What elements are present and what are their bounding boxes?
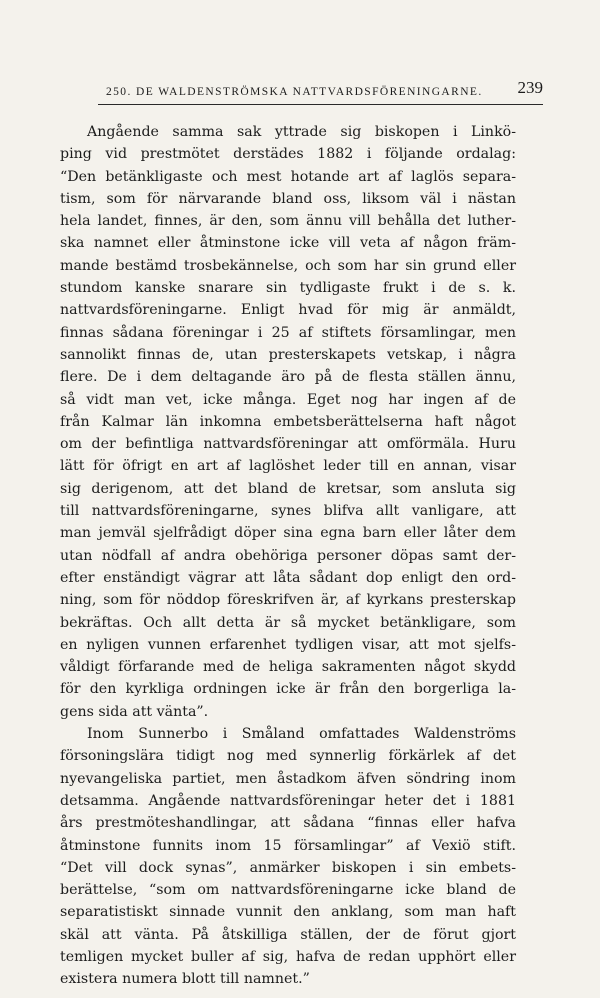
text-line: skäl att vänta. På åtskilliga ställen, der de förut gjort	[60, 926, 516, 943]
text-line: gens sida att vänta”.	[60, 703, 209, 720]
text-line: sig derigenom, att det bland de kretsar, som ansluta sig	[60, 480, 516, 497]
text-line: ping vid prestmötet derstädes 1882 i följande ordalag:	[60, 146, 516, 163]
body-text	[60, 121, 516, 991]
page-number: 239	[517, 78, 543, 97]
text-line: ska namnet eller åtminstone icke vill veta af någon främ-	[60, 235, 516, 252]
text-line: efter enständigt vägrar att låta sådant dop enligt den ord-	[60, 569, 516, 586]
text-line: från Kalmar län inkomna embetsberättelserna haft något	[60, 413, 516, 430]
text-line: för den kyrkliga ordningen icke är från den borgerliga la-	[60, 681, 516, 698]
text-line: temligen mycket buller af sig, hafva de redan upphört eller	[60, 948, 516, 965]
running-title: 250. DE WALDENSTRÖMSKA NATTVARDSFÖRENINGARNE.	[106, 86, 483, 98]
text-line: nattvardsföreningarne. Enligt hvad för mig är anmäldt,	[60, 302, 516, 319]
running-head	[98, 78, 543, 105]
text-line: ning, som för nöddop föreskrifven är, af kyrkans presterskap	[60, 592, 516, 609]
text-line: nyevangeliska partiet, men åstadkom äfven söndring inom	[60, 770, 516, 787]
text-line: bekräftas. Och allt detta är så mycket betänkligare, som	[60, 614, 516, 631]
text-line: Inom Sunnerbo i Småland omfattades Waldenströms	[87, 726, 516, 743]
text-line: åtminstone funnits inom 15 församlingar” af Vexiö stift.	[60, 837, 516, 854]
text-line: utan nödfall af andra obehöriga personer döpas samt der-	[60, 547, 516, 564]
text-line: så vidt man vet, icke många. Eget nog har ingen af de	[60, 391, 516, 408]
text-line: till nattvardsföreningarne, synes blifva allt vanligare, att	[60, 503, 516, 520]
text-line: försoningslära tidigt nog med synnerlig förkärlek af det	[60, 748, 516, 765]
text-line: separatistiskt sinnade vunnit den anklang, som man haft	[60, 904, 516, 921]
text-line: “Det vill dock synas”, anmärker biskopen i sin embets-	[60, 859, 516, 876]
text-line: års prestmöteshandlingar, att sådana “finnas eller hafva	[60, 815, 516, 832]
text-line: mande bestämd trosbekännelse, och som har sin grund eller	[60, 257, 516, 274]
text-line: hela landet, finnes, är den, som ännu vill behålla det luther-	[60, 213, 516, 230]
text-line: flere. De i dem deltagande äro på de flesta ställen ännu,	[60, 369, 516, 386]
text-line: sannolikt finnas de, utan presterskapets vetskap, i några	[60, 346, 516, 363]
text-line: berättelse, “som om nattvardsföreningarne icke bland de	[60, 882, 516, 899]
text-line: “Den betänkligaste och mest hotande art af laglös separa-	[60, 168, 516, 185]
text-line: detsamma. Angående nattvardsföreningar heter det i 1881	[60, 792, 516, 809]
text-line: finnas sådana föreningar i 25 af stiftets församlingar, men	[60, 324, 516, 341]
text-line: man jemväl sjelfrådigt döper sina egna barn eller låter dem	[60, 525, 516, 542]
text-line: lätt för öfrigt en art af laglöshet leder till en annan, visar	[60, 458, 516, 475]
text-line: Angående samma sak yttrade sig biskopen i Linkö-	[87, 124, 516, 140]
text-line: tism, som för närvarande bland oss, liksom väl i nästan	[60, 190, 516, 207]
text-line: existera numera blott till namnet.”	[60, 971, 310, 988]
text-line: en nyligen vunnen erfarenhet tydligen visar, att mot sjelfs-	[60, 636, 516, 653]
text-line: om der befintliga nattvardsföreningar att omförmäla. Huru	[60, 436, 516, 453]
text-line: stundom kanske snarare sin tydligaste frukt i de s. k.	[60, 280, 516, 297]
text-line: våldigt förfarande med de heliga sakramenten något skydd	[60, 659, 516, 676]
